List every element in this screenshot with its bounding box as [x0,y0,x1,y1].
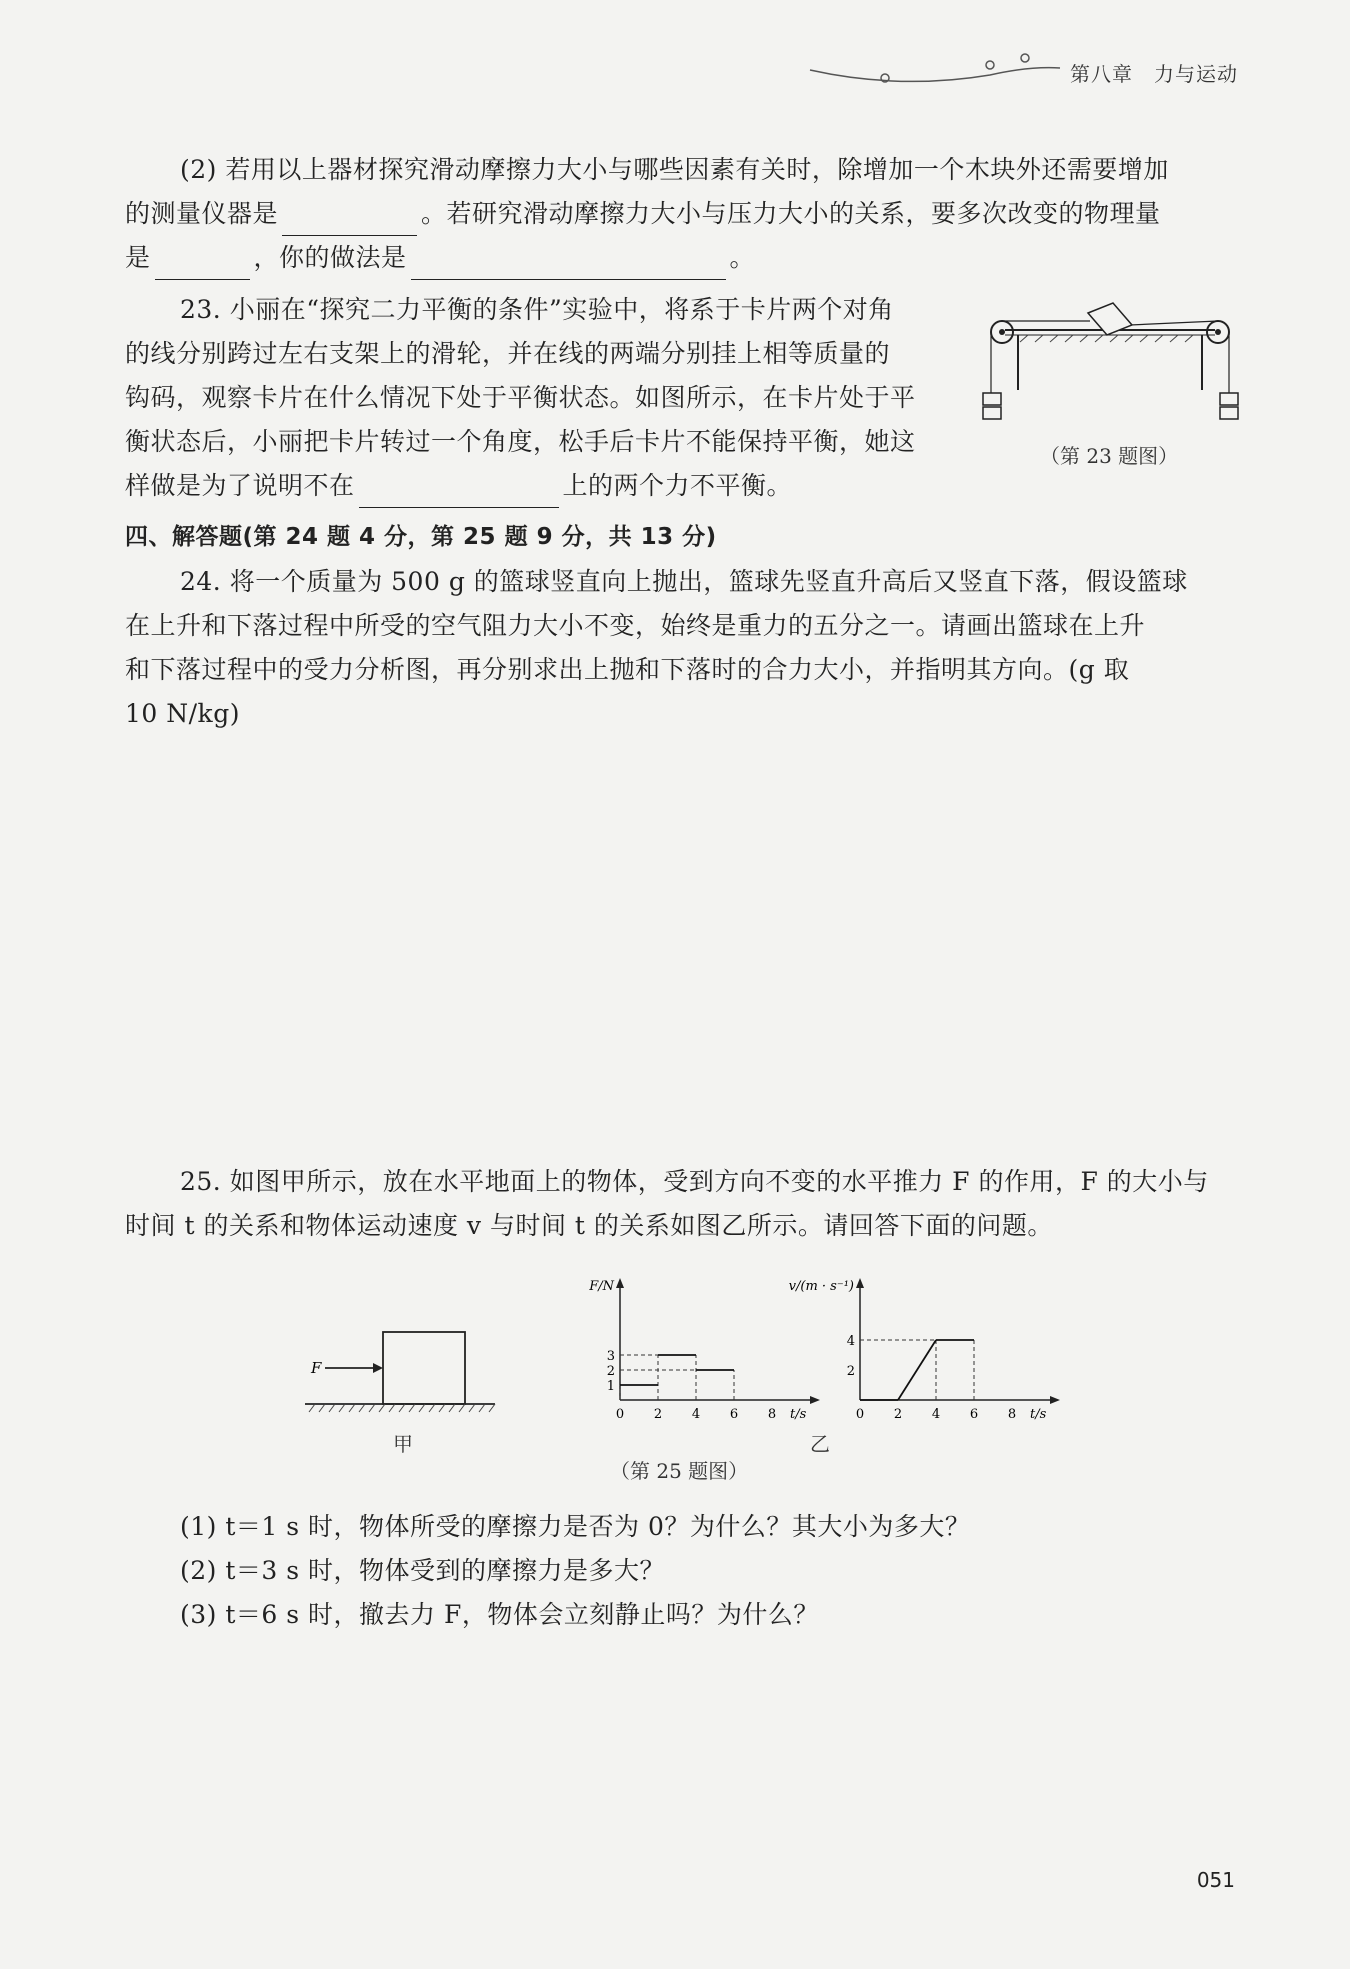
x-axis-arrow-icon [1050,1396,1060,1404]
chart-force-time [580,1270,807,1430]
y-tick-label: 2 [846,1364,855,1379]
q24-line2: 在上升和下落过程中所受的空气阻力大小不变，始终是重力的五分之一。请画出篮球在上升 [125,611,1146,640]
q25-line1: 25. 如图甲所示，放在水平地面上的物体，受到方向不变的水平推力 F 的作用，F 的大小与 [180,1167,1209,1196]
q24-line4: 10 N/kg) [125,699,240,728]
answer-blank[interactable] [282,207,417,236]
figure-23-caption: （第 23 题图） [1040,444,1179,468]
q24-line1: 24. 将一个质量为 500 g 的篮球竖直向上抛出，篮球先竖直升高后又竖直下落，假设篮球 [180,567,1188,596]
q22-line3: 是 ，你的做法是 。 [125,236,755,280]
q25-sub2: (2) t＝3 s 时，物体受到的摩擦力是多大？ [180,1556,666,1585]
figure-jia-label: 甲 [393,1432,413,1456]
x-tick-label: 8 [767,1407,777,1422]
q25-sub1: (1) t＝1 s 时，物体所受的摩擦力是否为 0？为什么？其大小为多大？ [180,1512,971,1541]
x-axis-arrow-icon [810,1396,820,1404]
q23-line1: 23. 小丽在“探究二力平衡的条件”实验中，将系于卡片两个对角 [180,295,894,324]
x-tick-label: 8 [1007,1407,1017,1422]
q25-line2: 时间 t 的关系和物体运动速度 v 与时间 t 的关系如图乙所示。请回答下面的问题。 [125,1211,1053,1240]
answer-blank[interactable] [359,479,559,508]
x-tick-label: 2 [653,1407,663,1422]
q22-line1: (2) 若用以上器材探究滑动摩擦力大小与哪些因素有关时，除增加一个木块外还需要增加 [180,155,1169,184]
q23-line2: 的线分别跨过左右支架上的滑轮，并在线的两端分别挂上相等质量的 [125,339,891,368]
page-number: 051 [1196,1868,1235,1892]
series-segment [898,1340,936,1400]
section-title: 四、解答题(第 24 题 4 分，第 25 题 9 分，共 13 分) [125,524,717,550]
x-tick-label: 0 [615,1407,625,1422]
x-tick-label: 6 [729,1407,739,1422]
q22-line2: 的测量仪器是 。若研究滑动摩擦力大小与压力大小的关系，要多次改变的物理量 [125,192,1161,236]
figure-jia-block [305,1320,505,1440]
chart-velocity-time [788,1270,1050,1430]
answer-blank[interactable] [411,251,726,280]
answer-blank[interactable] [155,251,250,280]
q23-line3: 钩码，观察卡片在什么情况下处于平衡状态。如图所示，在卡片处于平 [125,383,916,412]
x-tick-label: 4 [931,1407,941,1422]
figure-yi-label: 乙 [810,1432,830,1456]
figure-23-apparatus [980,295,1240,435]
y-tick-label: 3 [606,1349,615,1364]
q23-line5: 样做是为了说明不在 上的两个力不平衡。 [125,464,792,508]
x-tick-label: 6 [969,1407,979,1422]
x-tick-label: 2 [893,1407,903,1422]
y-axis-label: v/(m · s⁻¹) [788,1279,854,1294]
y-tick-label: 4 [846,1334,855,1349]
chapter-title: 第八章 力与运动 [1070,62,1238,86]
force-label: F [311,1359,322,1377]
q25-sub3: (3) t＝6 s 时，撤去力 F，物体会立刻静止吗？为什么？ [180,1600,819,1629]
x-tick-label: 4 [691,1407,701,1422]
x-axis-label: t/s [790,1407,807,1422]
arrow-right-icon [373,1363,383,1373]
figure-25-caption: （第 25 题图） [610,1459,749,1483]
x-tick-label: 0 [855,1407,865,1422]
y-axis-arrow-icon [616,1278,624,1288]
y-tick-label: 1 [606,1379,615,1394]
q24-line3: 和下落过程中的受力分析图，再分别求出上抛和下落时的合力大小，并指明其方向。(g 取 [125,655,1130,684]
y-tick-label: 2 [606,1364,615,1379]
q23-line4: 衡状态后，小丽把卡片转过一个角度，松手后卡片不能保持平衡，她这 [125,427,916,456]
y-axis-arrow-icon [856,1278,864,1288]
x-axis-label: t/s [1030,1407,1047,1422]
y-axis-label: F/N [589,1279,614,1294]
